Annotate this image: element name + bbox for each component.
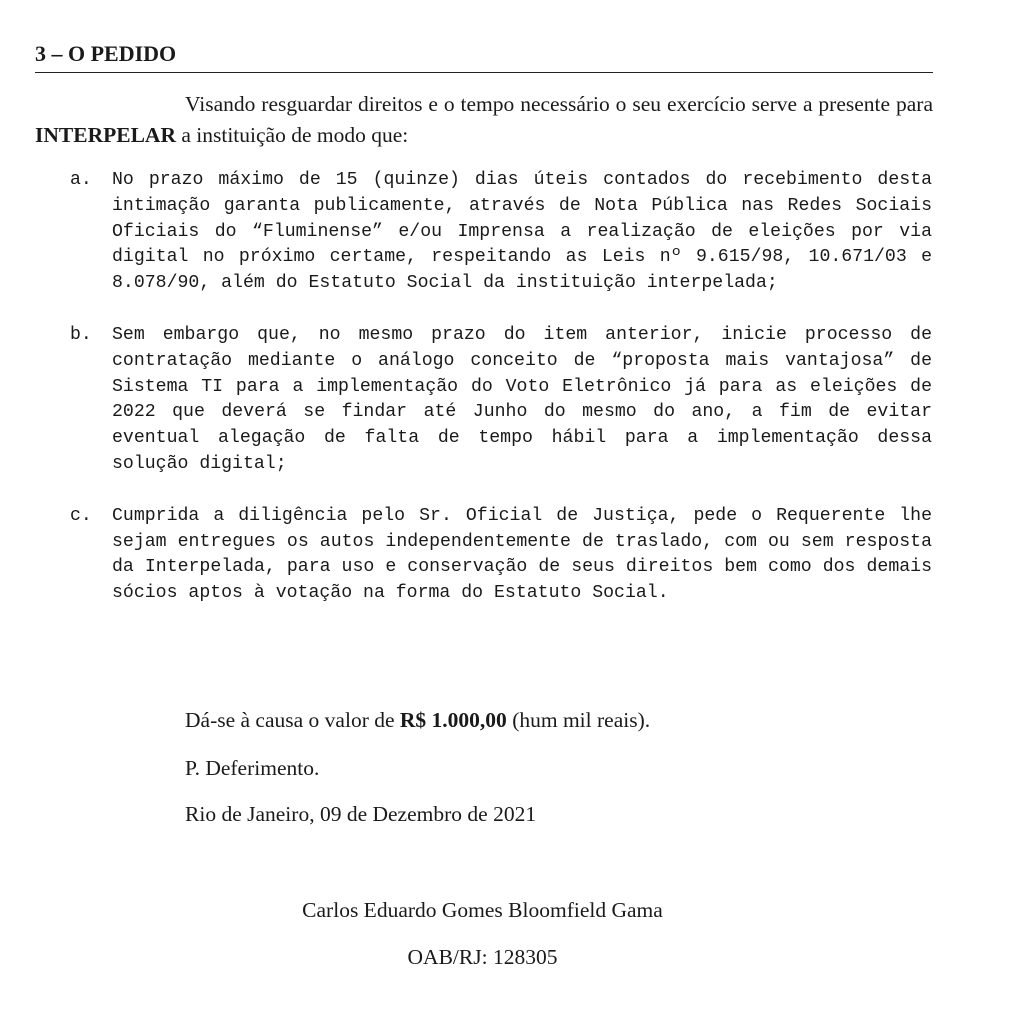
list-item-text: Cumprida a diligência pelo Sr. Oficial de Justiça, pede o Requerente lhe sejam entregues os autos independentemente de traslado, com ou sem resposta da Interpelada, para uso e conservação de seus direitos bem como dos demais sócios aptos à votação na forma do Estatuto Social. (112, 505, 932, 604)
place-date-line: Rio de Janeiro, 09 de Dezembro de 2021 (185, 802, 537, 826)
intro-text-after: a instituição de modo que: (175, 123, 409, 147)
deferimento-line: P. Deferimento. (185, 756, 320, 780)
case-value-amount: R$ 1.000,00 (399, 708, 507, 732)
case-value-before: Dá-se à causa o valor de (185, 708, 400, 732)
list-item (70, 323, 932, 478)
case-value-after: (hum mil reais). (506, 708, 651, 732)
section-title: 3 – O PEDIDO (35, 40, 933, 73)
signature-name: Carlos Eduardo Gomes Bloomfield Gama (302, 898, 663, 922)
signature-oab: OAB/RJ: 128305 (407, 945, 558, 969)
list-item-text: Sem embargo que, no mesmo prazo do item anterior, inicie processo de contratação mediante o análogo conceito de “proposta mais vantajosa” de Sistema TI para a implementação do Voto Eletrônico já para as eleições de 2022 que deverá se findar até Junho do mesmo do ano, a fim de evitar eventual alegação de falta de tempo hábil para a implementação dessa solução digital; (112, 324, 932, 474)
list-item-marker: c. (70, 505, 92, 526)
request-items-list (70, 168, 932, 633)
list-item-marker: a. (70, 170, 92, 190)
list-item (70, 168, 932, 297)
intro-text-before: Visando resguardar direitos e o tempo necessário o seu exercício serve a presente para (185, 92, 933, 116)
list-item (70, 504, 932, 607)
intro-paragraph (35, 89, 933, 151)
case-value-line (185, 706, 650, 734)
list-item-text: No prazo máximo de 15 (quinze) dias úteis contados do recebimento desta intimação garanta publicamente, através de Nota Pública nas Redes Sociais Oficiais do “Fluminense” e/ou Imprensa a realização de eleições por via digital no próximo certame, respeitando as Leis nº 9.615/98, 10.671/03 e 8.078/90, além do Estatuto Social da instituição interpelada; (112, 170, 932, 294)
intro-bold-interpelar: INTERPELAR (35, 123, 176, 147)
list-item-marker: b. (70, 324, 92, 345)
